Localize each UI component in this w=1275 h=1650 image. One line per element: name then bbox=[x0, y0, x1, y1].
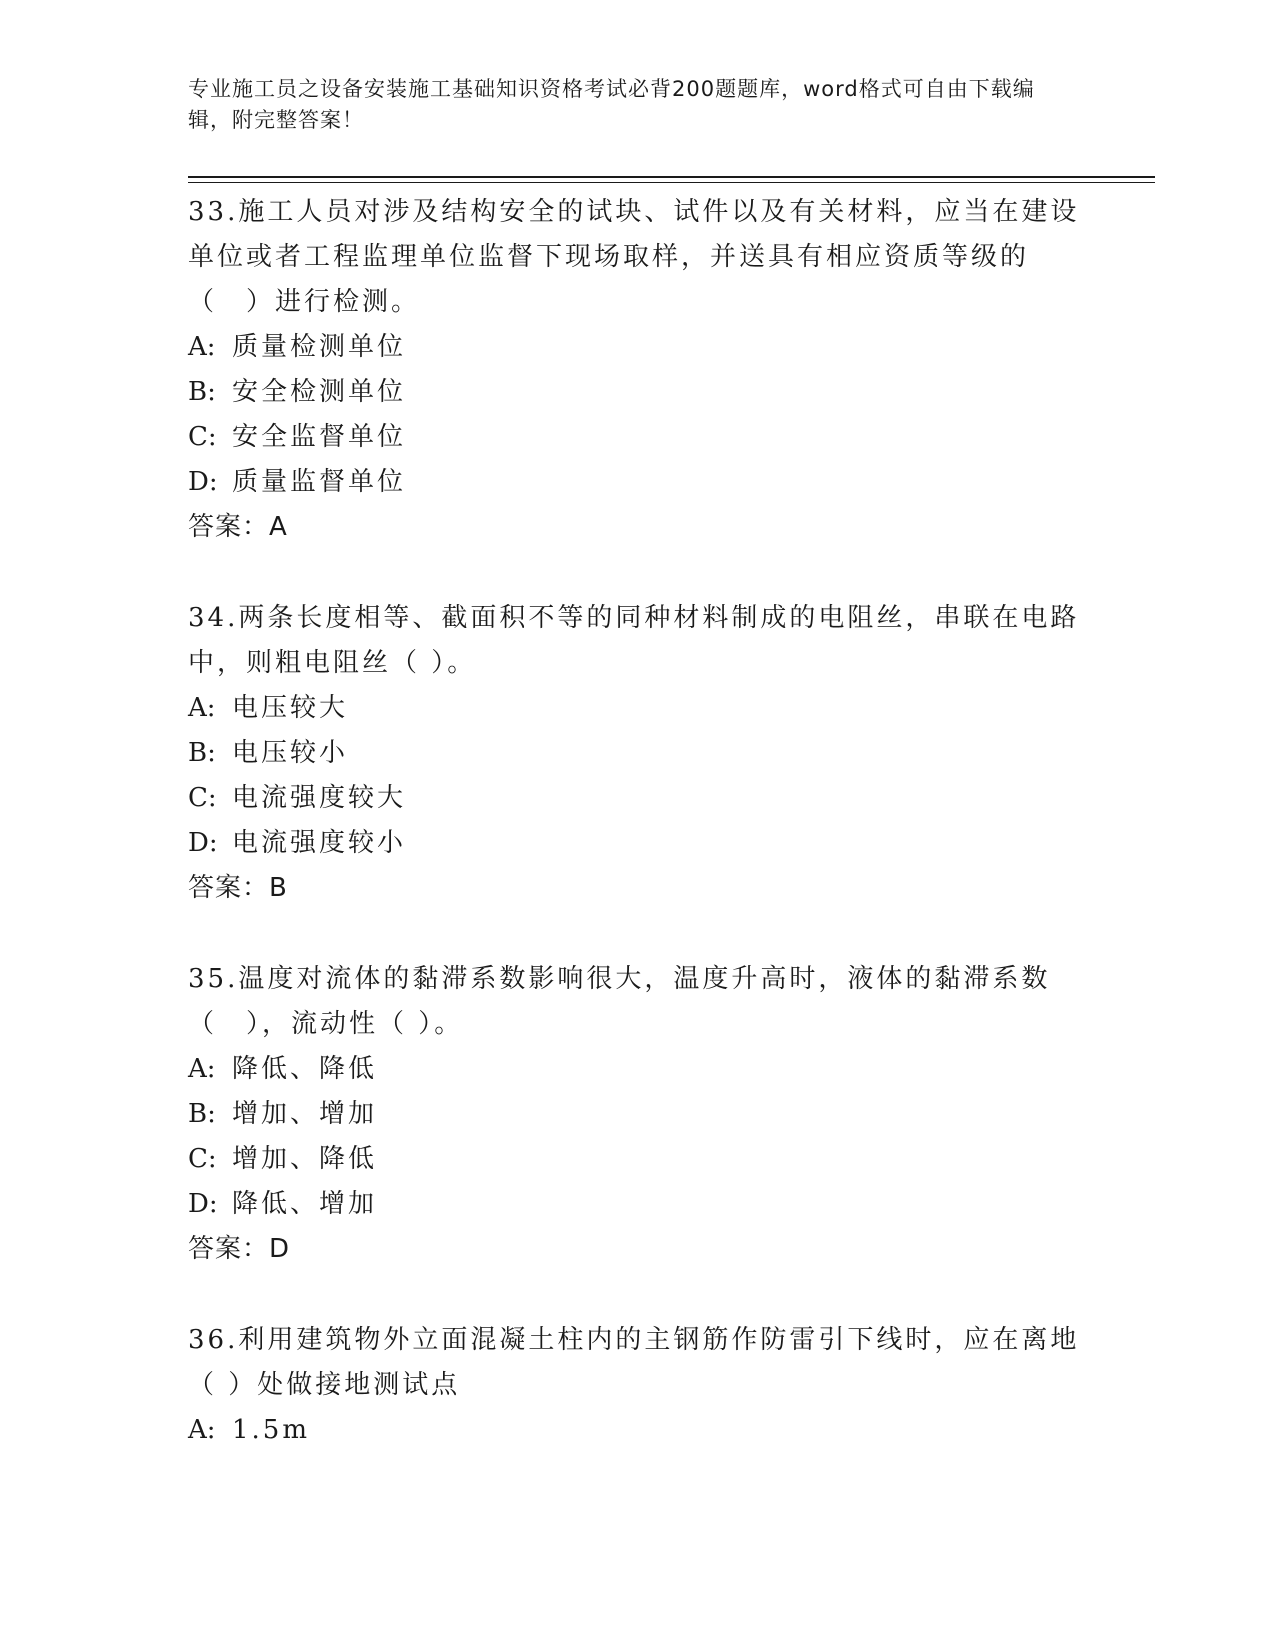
question-35 bbox=[188, 957, 1088, 1272]
option-key: D: bbox=[188, 467, 218, 497]
option-text: 电压较大 bbox=[232, 693, 349, 723]
option-text: 电流强度较大 bbox=[232, 783, 407, 813]
question-36 bbox=[188, 1318, 1088, 1453]
option-a bbox=[188, 1047, 1088, 1092]
option-key: A: bbox=[188, 693, 216, 723]
option-b bbox=[188, 731, 1088, 776]
question-text: 34.两条长度相等、截面积不等的同种材料制成的电阻丝，串联在电路中，则粗电阻丝（ ）。 bbox=[188, 603, 1080, 678]
option-key: A: bbox=[188, 1054, 216, 1084]
option-text: 电压较小 bbox=[232, 738, 349, 768]
option-text: 降低、降低 bbox=[232, 1054, 378, 1084]
option-text: 1.5m bbox=[232, 1415, 311, 1445]
option-text: 质量监督单位 bbox=[232, 467, 407, 497]
question-text: 33.施工人员对涉及结构安全的试块、试件以及有关材料，应当在建设单位或者工程监理单位监督下现场取样，并送具有相应资质等级的（ ）进行检测。 bbox=[188, 197, 1080, 317]
option-text: 增加、降低 bbox=[232, 1144, 378, 1174]
option-a bbox=[188, 325, 1088, 370]
option-d bbox=[188, 821, 1088, 866]
option-key: C: bbox=[188, 783, 217, 813]
option-key: D: bbox=[188, 1189, 218, 1219]
question-text: 35.温度对流体的黏滞系数影响很大，温度升高时，液体的黏滞系数（ ），流动性（ ）。 bbox=[188, 964, 1051, 1039]
option-key: C: bbox=[188, 1144, 217, 1174]
option-c bbox=[188, 1137, 1088, 1182]
option-d bbox=[188, 460, 1088, 505]
question-text: 36.利用建筑物外立面混凝土柱内的主钢筋作防雷引下线时，应在离地（ ）处做接地测试点 bbox=[188, 1325, 1080, 1400]
option-key: A: bbox=[188, 332, 216, 362]
option-text: 质量检测单位 bbox=[232, 332, 407, 362]
option-b bbox=[188, 1092, 1088, 1137]
option-text: 降低、增加 bbox=[232, 1189, 378, 1219]
question-list bbox=[188, 190, 1088, 1499]
option-a bbox=[188, 686, 1088, 731]
header-rule-thick bbox=[188, 176, 1155, 178]
option-c bbox=[188, 415, 1088, 460]
option-d bbox=[188, 1182, 1088, 1227]
option-key: B: bbox=[188, 738, 216, 768]
option-text: 电流强度较小 bbox=[232, 828, 407, 858]
answer: 答案：B bbox=[188, 873, 288, 903]
question-34 bbox=[188, 596, 1088, 911]
option-c bbox=[188, 776, 1088, 821]
answer: 答案：A bbox=[188, 512, 288, 542]
option-key: B: bbox=[188, 1099, 216, 1129]
document-header: 专业施工员之设备安装施工基础知识资格考试必背200题题库，word格式可自由下载编辑，附完整答案！ bbox=[188, 77, 1035, 132]
option-key: B: bbox=[188, 377, 216, 407]
option-text: 安全监督单位 bbox=[232, 422, 407, 452]
option-key: A: bbox=[188, 1415, 216, 1445]
option-key: C: bbox=[188, 422, 217, 452]
answer: 答案：D bbox=[188, 1234, 291, 1264]
option-b bbox=[188, 370, 1088, 415]
option-text: 增加、增加 bbox=[232, 1099, 378, 1129]
header-rule-thin bbox=[188, 182, 1155, 183]
option-key: D: bbox=[188, 828, 218, 858]
option-a bbox=[188, 1408, 1088, 1453]
question-33 bbox=[188, 190, 1088, 550]
option-text: 安全检测单位 bbox=[232, 377, 407, 407]
